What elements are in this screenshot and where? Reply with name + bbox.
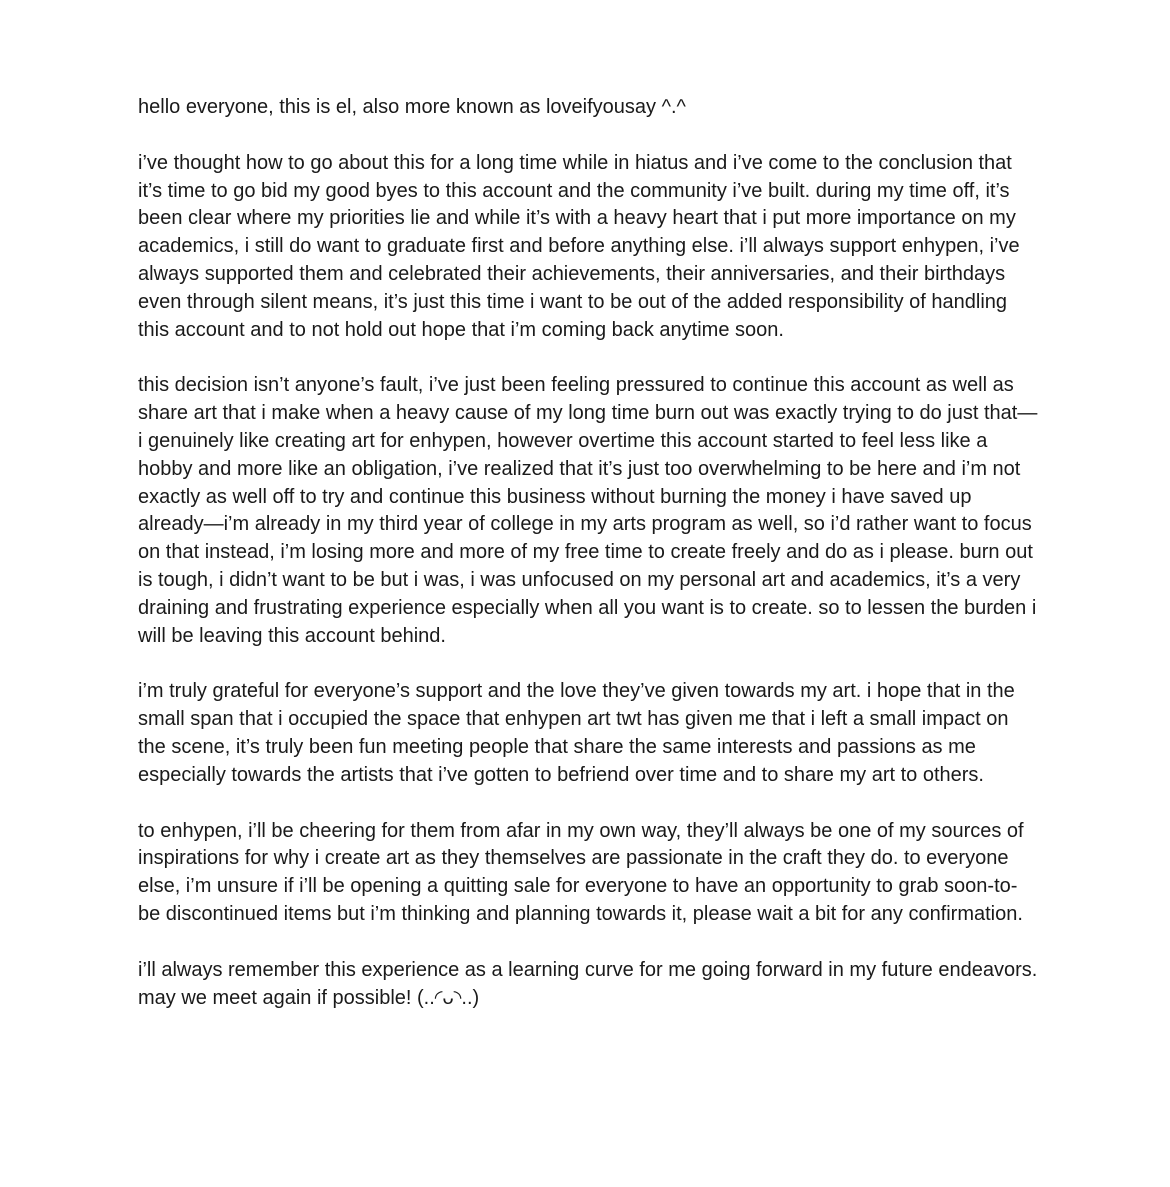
paragraph-greeting: hello everyone, this is el, also more known as loveifyousay ^.^ <box>138 96 686 118</box>
paragraph-enhypen-and-sale: to enhypen, i’ll be cheering for them from afar in my own way, they’ll always be one of my sources of inspirations for why i create art as they themselves are passionate in the craft they do. to everyone else, i’m unsure if i’ll be opening a quitting sale for everyone to have an opportunity to grab soon-to-be discontinued items but i’m thinking and planning towards it, please wait a bit for any confirmation. <box>138 819 1024 925</box>
paragraph-hiatus-decision: i’ve thought how to go about this for a long time while in hiatus and i’ve come to the conclusion that it’s time to go bid my good byes to this account and the community i’ve built. during my time off, it’s been clear where my priorities lie and while it’s with a heavy heart that i put more importance on my academics, i still do want to graduate first and before anything else. i’ll always support enhypen, i’ve always supported them and celebrated their achievements, their anniversaries, and their birthdays even through silent means, it’s just this time i want to be out of the added responsibility of handling this account and to not hold out hope that i’m coming back anytime soon. <box>138 151 1020 341</box>
document-body <box>138 94 1038 1012</box>
paragraph-farewell: i’ll always remember this experience as a learning curve for me going forward in my future endeavors. may we meet again if possible! (..◜ᴗ◝..) <box>138 958 1038 1009</box>
paragraph-burnout-reason: this decision isn’t anyone’s fault, i’ve just been feeling pressured to continue this account as well as share art that i make when a heavy cause of my long time burn out was exactly trying to do just that—i genuinely like creating art for enhypen, however overtime this account started to feel less like a hobby and more like an obligation, i’ve realized that it’s just too overwhelming to be here and i’m not exactly as well off to try and continue this business without burning the money i have saved up already—i’m already in my third year of college in my arts program as well, so i’d rather want to focus on that instead, i’m losing more and more of my free time to create freely and do as i please. burn out is tough, i didn’t want to be but i was, i was unfocused on my personal art and academics, it’s a very draining and frustrating experience especially when all you want is to create. so to lessen the burden i will be leaving this account behind. <box>138 374 1038 647</box>
paragraph-gratitude: i’m truly grateful for everyone’s support and the love they’ve given towards my art. i hope that in the small span that i occupied the space that enhypen art twt has given me that i left a small impact on the scene, it’s truly been fun meeting people that share the same interests and passions as me especially towards the artists that i’ve gotten to befriend over time and to share my art to others. <box>138 680 1015 786</box>
